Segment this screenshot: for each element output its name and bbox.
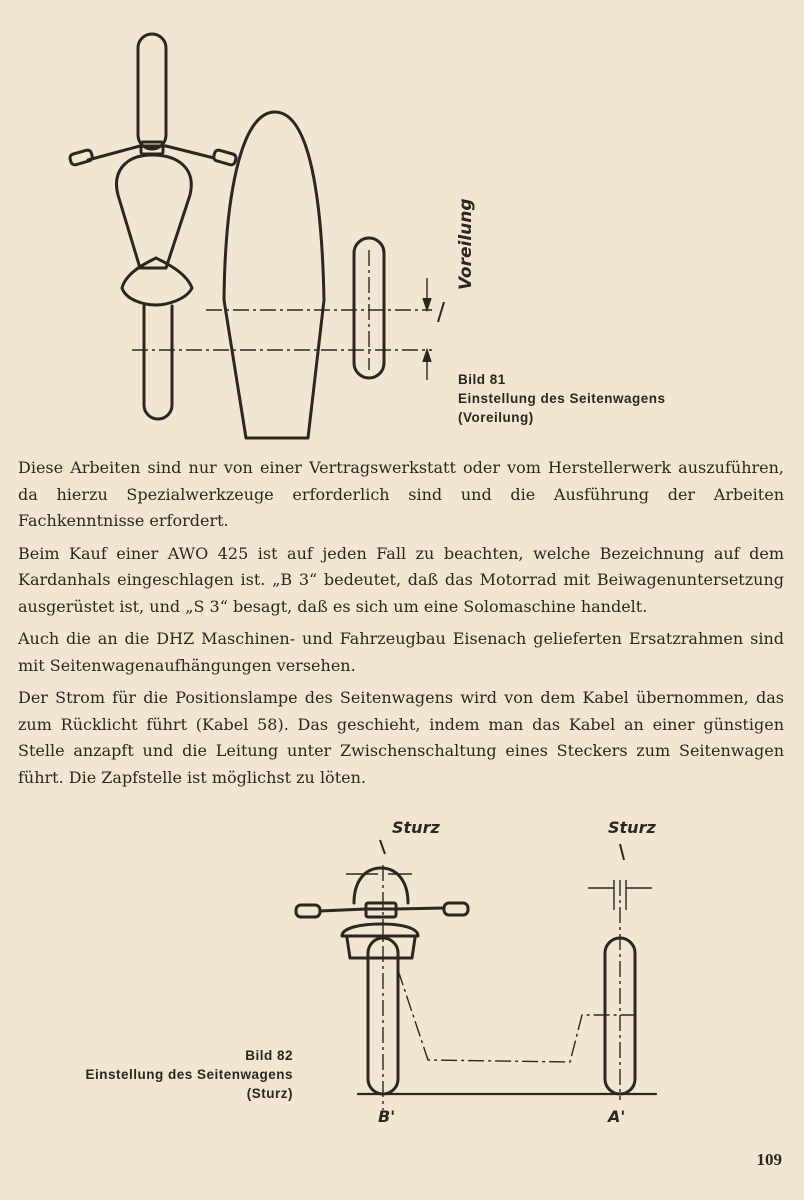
fork-body [347,938,415,958]
handlebar-right-grip [444,903,468,915]
paragraph: Diese Arbeiten sind nur von einer Vertragswerkstatt oder vom Herstellerwerk auszuführen, da hierzu Spezialwerkzeuge erforderlich sind und die Ausführung der Arbeiten Fachkenntnisse erfordert. [18,458,784,530]
sidecar-body [224,112,324,438]
voreilung-label: Voreilung [456,198,476,290]
sturz-left-label: Sturz [392,818,440,837]
fuel-tank [117,155,192,268]
left-grip [69,149,93,166]
fork-crown [342,924,418,936]
body-text [18,455,784,797]
figure-82-caption [38,1046,293,1103]
page-number: 109 [756,1150,782,1169]
figure-81-caption-line1: Einstellung des Seitenwagens [458,391,666,406]
paragraph: Der Strom für die Positionslampe des Seitenwagens wird von dem Kabel übernommen, das zum Rücklicht führt (Kabel 58). Das geschieht, indem man das Kabel an einer günstigen Stelle anzapft und die Leitung unter Zwischenschaltung eines Steckers zum Seitenwagen führt. Die Zapfstelle ist möglichst zu löten. [18,688,784,787]
headlamp [354,868,408,903]
rear-wheel [144,306,172,419]
figure-82-caption-line1: Einstellung des Seitenwagens [85,1067,293,1082]
front-wheel [138,34,166,149]
figure-82-caption-line2: (Sturz) [246,1086,293,1101]
marker-b-prime: B' [378,1107,396,1126]
paragraph: Beim Kauf einer AWO 425 ist auf jeden Fall zu beachten, welche Bezeichnung auf dem Kardanhals eingeschlagen ist. „B 3“ bedeutet, daß das Motorrad mit Beiwagenuntersetzung ausgerüstet ist, und „S 3“ besagt, daß es sich um eine Solomaschine handelt. [18,543,784,616]
paragraph: Auch die an die DHZ Maschinen- und Fahrzeugbau Eisenach gelieferten Ersatzrahmen sind mit Seitenwagenaufhängungen versehen. [18,629,784,675]
figure-81-caption-line2: (Voreilung) [458,410,534,425]
right-grip [213,149,237,166]
saddle [122,258,192,305]
handlebar-left-grip [296,905,320,917]
figure-81-caption [458,370,666,427]
figure-81-diagram [0,0,804,450]
sturz-right-label: Sturz [608,818,656,837]
marker-a-prime: A' [608,1107,626,1126]
figure-81-label: Bild 81 [458,372,506,387]
handlebar [320,908,444,911]
figure-82-label: Bild 82 [245,1048,293,1063]
